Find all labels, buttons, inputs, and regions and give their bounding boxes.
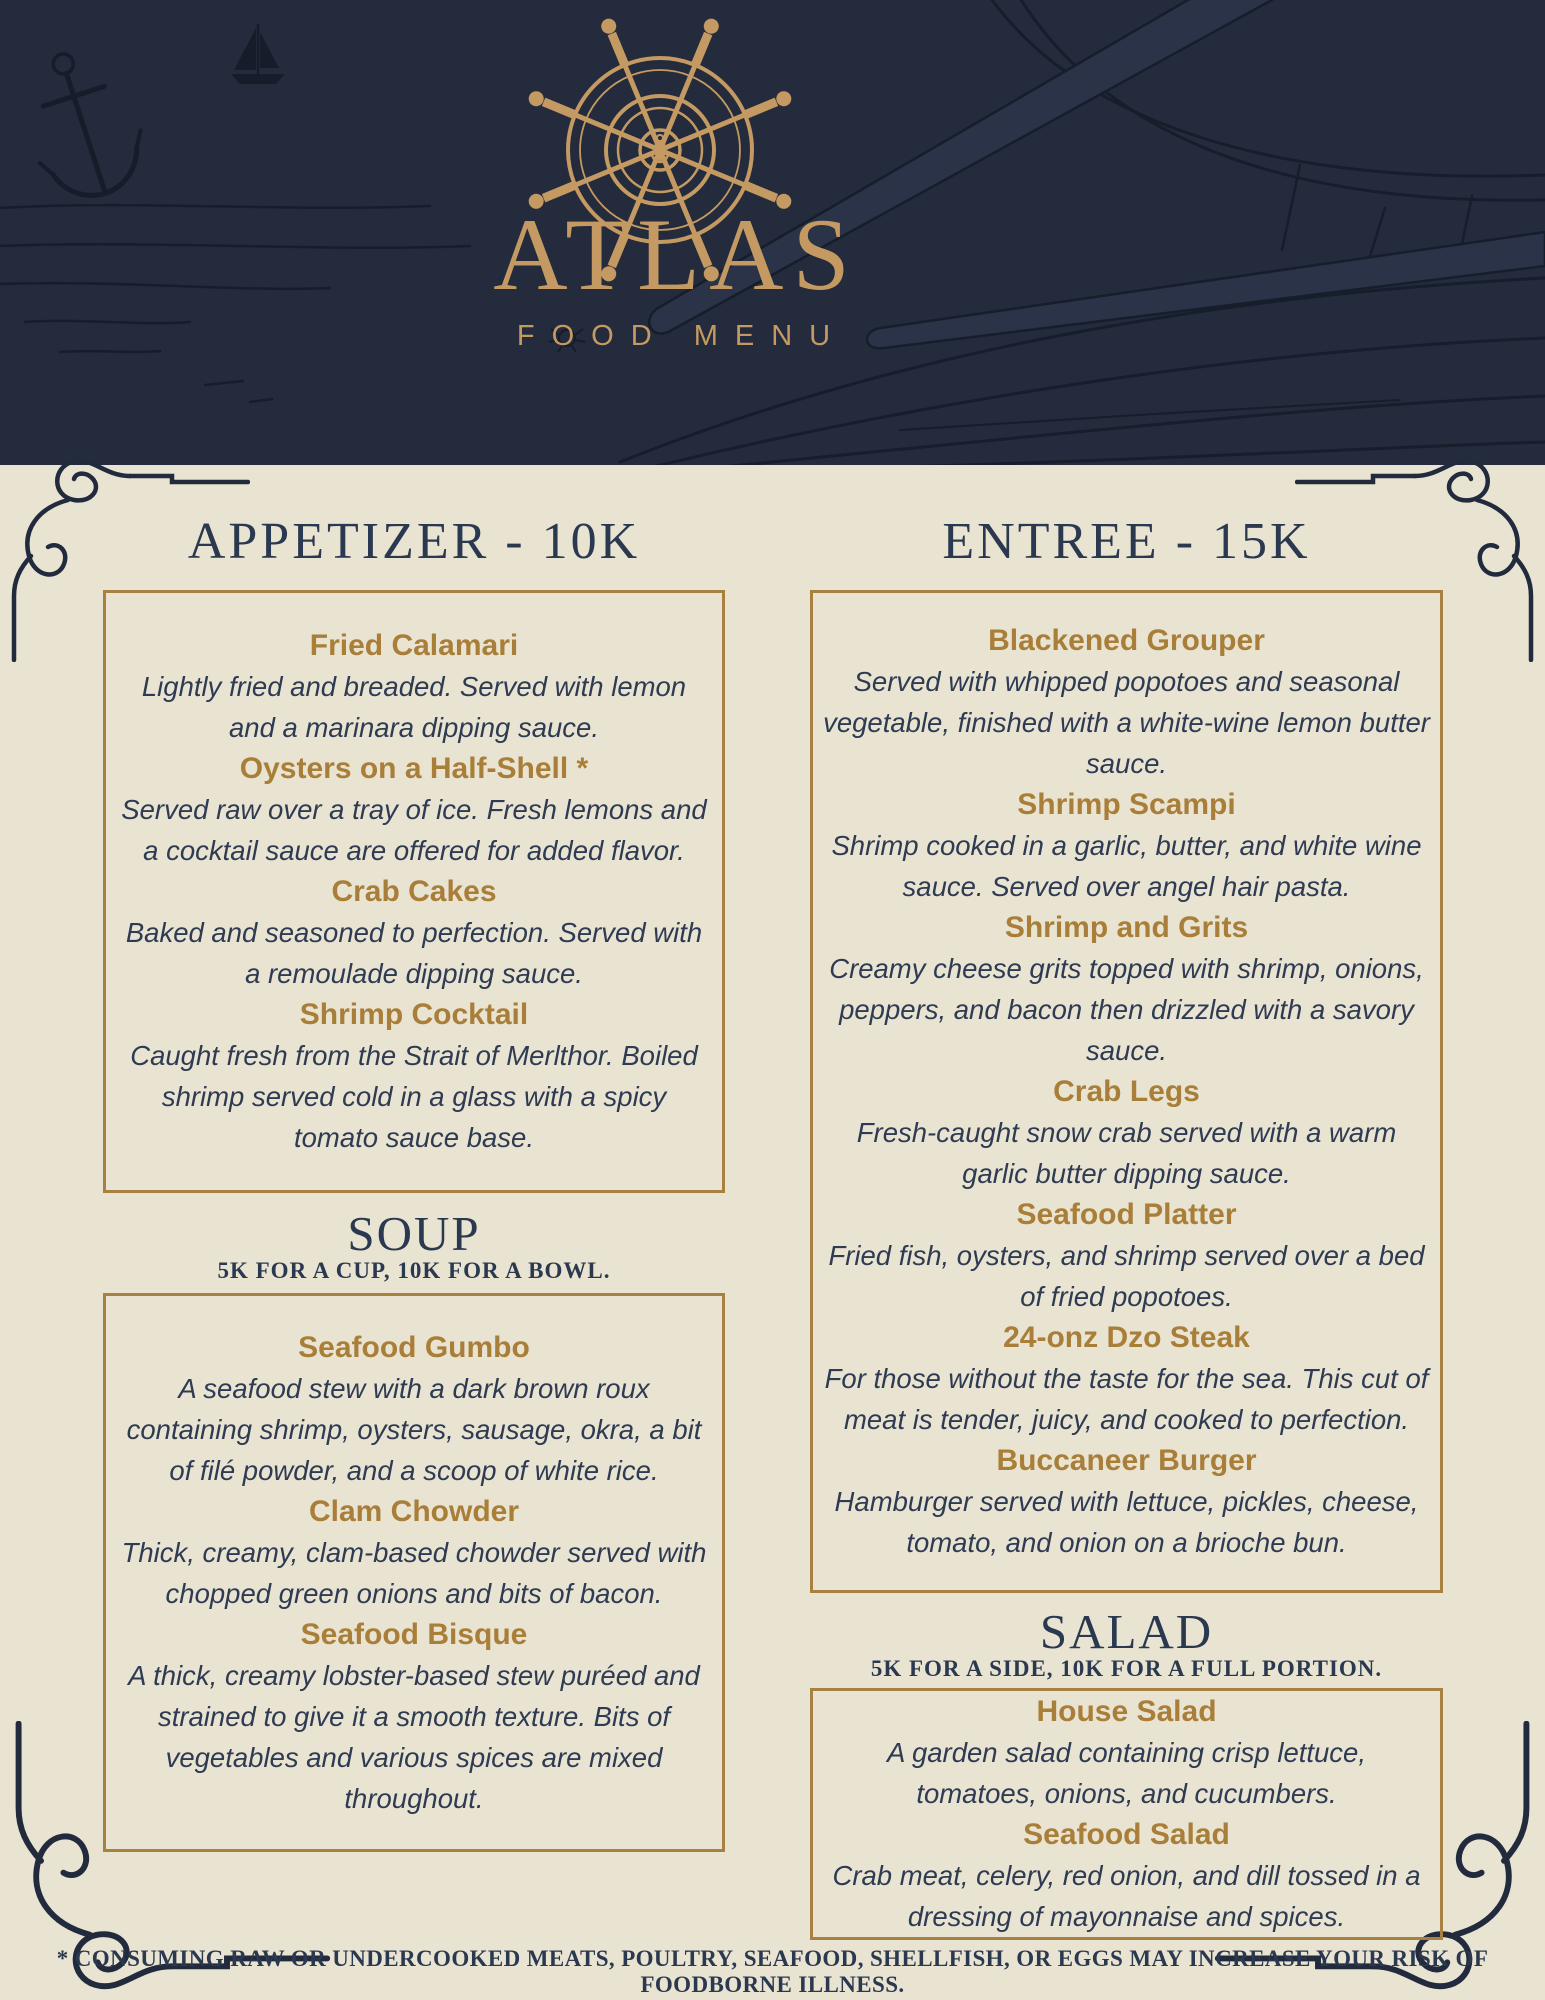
item-name: Seafood Platter <box>1016 1198 1237 1231</box>
item-description: Creamy cheese grits topped with shrimp, onions, peppers, and bacon then drizzled with a savory sauce. <box>829 953 1424 1066</box>
menu-item <box>116 871 712 994</box>
header-banner <box>0 0 1545 465</box>
item-description: Served raw over a tray of ice. Fresh lemons and a cocktail sauce are offered for added flavor. <box>121 794 707 866</box>
item-description: A thick, creamy lobster-based stew puréed and strained to give it a smooth texture. Bits of vegetables and various spices are mixed throughout. <box>128 1659 700 1814</box>
item-name: 24-onz Dzo Steak <box>1003 1321 1250 1354</box>
entree-heading: ENTREE - 15K <box>942 513 1311 570</box>
salad-heading: SALAD <box>1039 1604 1214 1659</box>
item-description: A garden salad containing crisp lettuce, tomatoes, onions, and cucumbers. <box>887 1737 1366 1809</box>
item-name: Seafood Gumbo <box>298 1330 530 1364</box>
item-name: Oysters on a Half-Shell * <box>239 752 589 785</box>
menu-item <box>823 1440 1430 1563</box>
anchor-icon <box>10 38 156 210</box>
item-name: Crab Legs <box>1053 1075 1200 1108</box>
menu-item <box>823 1194 1430 1317</box>
menu-item <box>116 1491 712 1614</box>
item-description: Shrimp cooked in a garlic, butter, and white wine sauce. Served over angel hair pasta. <box>831 830 1422 902</box>
menu-item <box>116 1614 712 1819</box>
item-description: Fresh-caught snow crab served with a warm garlic butter dipping sauce. <box>856 1117 1397 1189</box>
appetizer-box <box>103 590 725 1193</box>
menu-item <box>116 625 712 748</box>
item-name: Clam Chowder <box>308 1494 520 1528</box>
item-description: Crab meat, celery, red onion, and dill tossed in a dressing of mayonnaise and spices. <box>832 1860 1421 1932</box>
item-description: Lightly fried and breaded. Served with lemon and a marinara dipping sauce. <box>141 671 687 743</box>
menu-item <box>823 784 1430 907</box>
menu-item <box>823 620 1430 784</box>
menu-item <box>823 1317 1430 1440</box>
menu-item <box>823 1814 1430 1937</box>
item-name: Seafood Bisque <box>300 1617 528 1651</box>
item-description: Thick, creamy, clam-based chowder served with chopped green onions and bits of bacon. <box>121 1536 707 1609</box>
menu-item <box>823 907 1430 1071</box>
appetizer-heading: APPETIZER - 10K <box>187 513 641 570</box>
item-description: Baked and seasoned to perfection. Served with a remoulade dipping sauce. <box>125 917 703 989</box>
allergy-disclaimer: * CONSUMING RAW OR UNDERCOOKED MEATS, POULTRY, SEAFOOD, SHELLFISH, OR EGGS MAY INCREASE YOUR RISK OF FOODBORNE ILLNESS. <box>56 1946 1489 1997</box>
item-description: Caught fresh from the Strait of Merlthor. Boiled shrimp served cold in a glass with a spicy tomato sauce base. <box>130 1040 698 1153</box>
item-description: A seafood stew with a dark brown roux containing shrimp, oysters, sausage, okra, a bit of filé powder, and a scoop of white rice. <box>126 1372 702 1486</box>
item-name: Shrimp and Grits <box>1004 911 1249 944</box>
soup-box <box>103 1293 725 1852</box>
menu-item <box>823 1691 1430 1814</box>
item-description: Served with whipped popotoes and seasonal vegetable, finished with a white-wine lemon butter sauce. <box>823 666 1430 779</box>
item-name: House Salad <box>1036 1695 1217 1728</box>
soup-heading: SOUP <box>347 1206 481 1261</box>
item-name: Shrimp Scampi <box>1017 788 1236 821</box>
item-name: Buccaneer Burger <box>996 1444 1257 1477</box>
item-name: Blackened Grouper <box>988 624 1265 657</box>
menu-item <box>823 1071 1430 1194</box>
item-name: Shrimp Cocktail <box>299 998 529 1031</box>
item-name: Seafood Salad <box>1023 1818 1230 1851</box>
menu-item <box>116 748 712 871</box>
menu-item <box>116 1327 712 1491</box>
brand-tagline: FOOD MENU <box>516 320 848 352</box>
entree-box <box>810 590 1443 1593</box>
item-name: Crab Cakes <box>331 875 497 908</box>
menu-item <box>116 994 712 1158</box>
item-description: Hamburger served with lettuce, pickles, cheese, tomato, and onion on a brioche bun. <box>834 1486 1419 1558</box>
soup-pricing: 5K FOR A CUP, 10K FOR A BOWL. <box>217 1258 611 1283</box>
item-name: Fried Calamari <box>309 629 519 662</box>
item-description: For those without the taste for the sea. This cut of meat is tender, juicy, and cooked to perfection. <box>824 1363 1429 1435</box>
sailboat-icon <box>231 24 285 84</box>
salad-pricing: 5K FOR A SIDE, 10K FOR A FULL PORTION. <box>870 1656 1383 1681</box>
item-description: Fried fish, oysters, and shrimp served over a bed of fried popotoes. <box>828 1240 1425 1312</box>
salad-box <box>810 1688 1443 1940</box>
water-lines-icon <box>0 205 470 402</box>
brand-title: ATLAS <box>493 198 859 312</box>
